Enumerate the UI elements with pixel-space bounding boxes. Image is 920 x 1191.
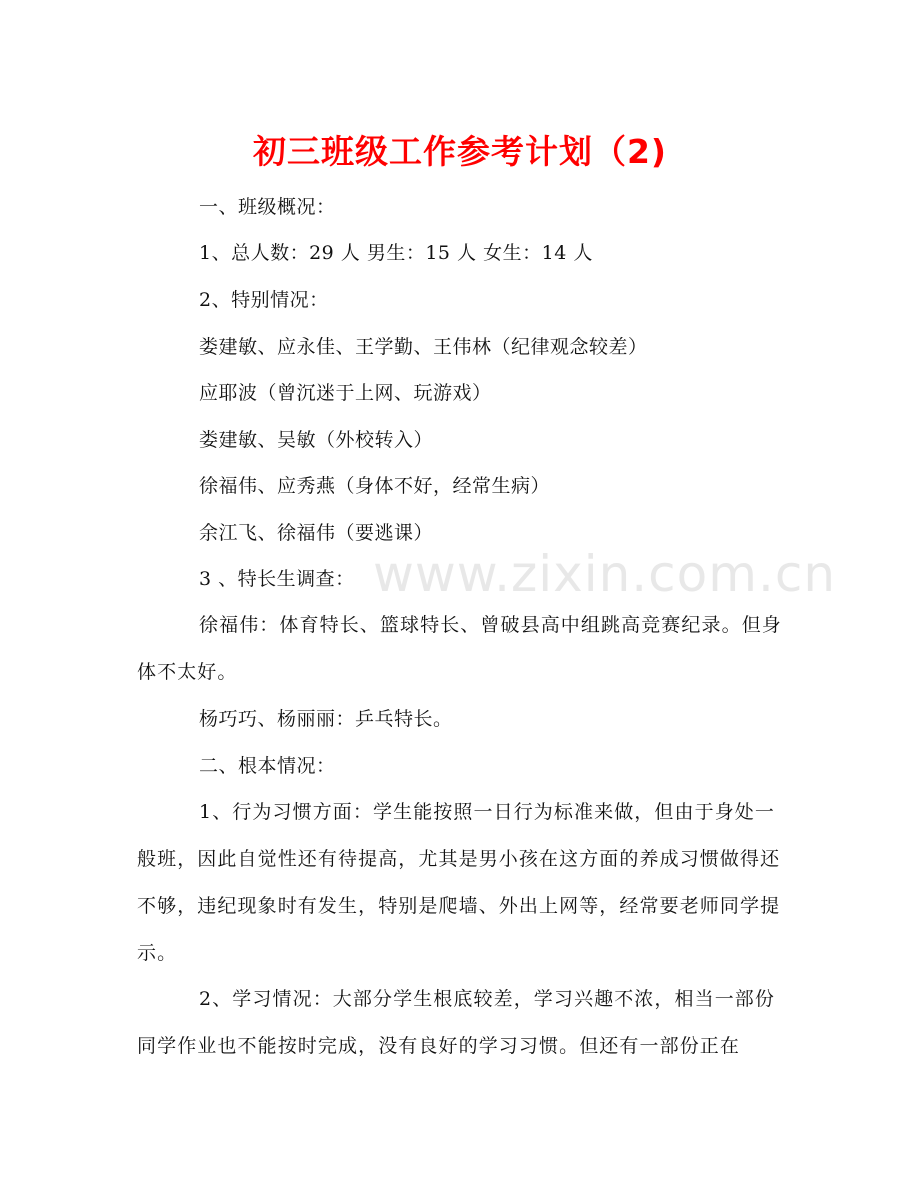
line-special-cases-heading: 2、特别情况： — [199, 289, 329, 311]
document-title: 初三班级工作参考计划（2) — [252, 132, 668, 171]
line-health-case: 徐福伟、应秀燕（身体不好，经常生病） — [199, 475, 551, 497]
section-heading-basic-situation: 二、根本情况： — [199, 755, 336, 777]
line-student-count: 1、总人数：29 人 男生：15 人 女生：14 人 — [199, 242, 593, 264]
paragraph-study-situation-text: 2、学习情况：大部分学生根底较差，学习兴趣不浓，相当一部份同学作业也不能按时完成，没有良好的学习习惯。但还有一部份正在 — [137, 988, 775, 1057]
line-transfer-case: 娄建敏、吴敏（外校转入） — [199, 429, 434, 451]
line-talent-pingpong: 杨巧巧、杨丽丽：乒乓特长。 — [199, 708, 453, 730]
line-truancy-case: 余江飞、徐福伟（要逃课） — [199, 522, 434, 544]
paragraph-behavior-habits-text: 1、行为习惯方面：学生能按照一日行为标准来做，但由于身处一般班，因此自觉性还有待提高，尤其是男小孩在这方面的养成习惯做得还不够，违纪现象时有发生，特别是爬墙、外出上网等，经常要老师同学提示。 — [137, 801, 781, 964]
line-talent-survey-heading: 3 、特长生调查： — [199, 568, 355, 590]
paragraph-behavior-habits — [137, 789, 787, 977]
line-discipline-case: 娄建敏、应永佳、王学勤、王伟林（纪律观念较差） — [199, 336, 648, 358]
paragraph-study-situation — [137, 976, 787, 1070]
line-internet-case: 应耶波（曾沉迷于上网、玩游戏） — [199, 382, 492, 404]
paragraph-talent-sports — [137, 602, 787, 696]
watermark: www.zixin.com.cn — [373, 545, 837, 603]
section-heading-class-overview: 一、班级概况： — [199, 196, 336, 218]
paragraph-talent-sports-text: 徐福伟：体育特长、篮球特长、曾破县高中组跳高竞赛纪录。但身体不太好。 — [137, 614, 782, 683]
